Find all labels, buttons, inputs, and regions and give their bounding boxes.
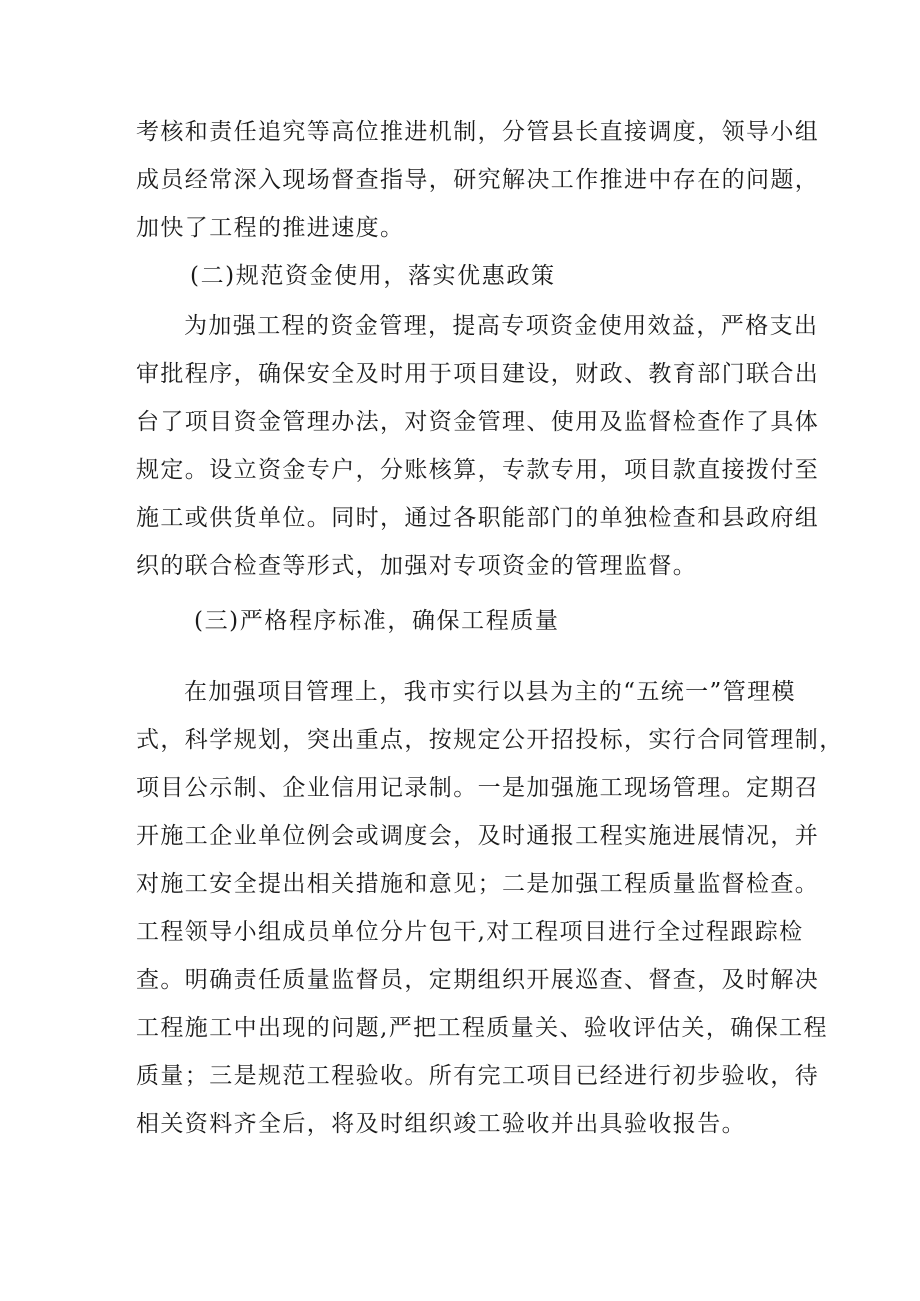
paragraph-3-line-5: 对施工安全提出相关措施和意见；二是加强工程质量监督检查。 <box>136 871 820 897</box>
paragraph-2-line-5: 施工或供货单位。同时，通过各职能部门的单独检查和县政府组 <box>136 505 820 531</box>
paragraph-1-line-3: 加快了工程的推进速度。 <box>136 215 405 241</box>
paragraph-2-line-4: 规定。设立资金专户，分账核算，专款专用，项目款直接拨付至 <box>136 457 820 483</box>
paragraph-1-line-2: 成员经常深入现场督查指导，研究解决工作推进中存在的问题， <box>136 167 820 193</box>
paragraph-3-line-3: 项目公示制、企业信用记录制。一是加强施工现场管理。定期召 <box>136 775 820 801</box>
paragraph-2-line-2: 审批程序，确保安全及时用于项目建设，财政、教育部门联合出 <box>136 361 820 387</box>
paragraph-3-line-2: 式，科学规划，突出重点，按规定公开招投标，实行合同管理制， <box>136 727 844 753</box>
paragraph-1-line-1: 考核和责任追究等高位推进机制，分管县长直接调度，领导小组 <box>136 119 820 145</box>
section-heading-3: (三)严格程序标准，确保工程质量 <box>194 608 560 634</box>
paragraph-3-line-10: 相关资料齐全后，将及时组织竣工验收并出具验收报告。 <box>136 1111 746 1137</box>
paragraph-3-line-1: 在加强项目管理上，我市实行以县为主的“五统一”管理模 <box>184 679 796 705</box>
paragraph-2-line-3: 台了项目资金管理办法，对资金管理、使用及监督检查作了具体 <box>136 409 820 435</box>
section-heading-2: (二)规范资金使用，落实优惠政策 <box>190 263 556 289</box>
paragraph-3-line-7: 查。明确责任质量监督员，定期组织开展巡查、督查，及时解决 <box>136 967 820 993</box>
paragraph-2-line-1: 为加强工程的资金管理，提高专项资金使用效益，严格支出 <box>184 313 819 339</box>
paragraph-3-line-4: 开施工企业单位例会或调度会，及时通报工程实施进展情况，并 <box>136 823 820 849</box>
paragraph-3-line-9: 质量；三是规范工程验收。所有完工项目已经进行初步验收，待 <box>136 1063 820 1089</box>
paragraph-2-line-6: 织的联合检查等形式，加强对专项资金的管理监督。 <box>136 553 698 579</box>
paragraph-3-line-6: 工程领导小组成员单位分片包干,对工程项目进行全过程跟踪检 <box>136 919 804 945</box>
paragraph-3-line-8: 工程施工中出现的问题,严把工程质量关、验收评估关，确保工程 <box>136 1015 828 1041</box>
